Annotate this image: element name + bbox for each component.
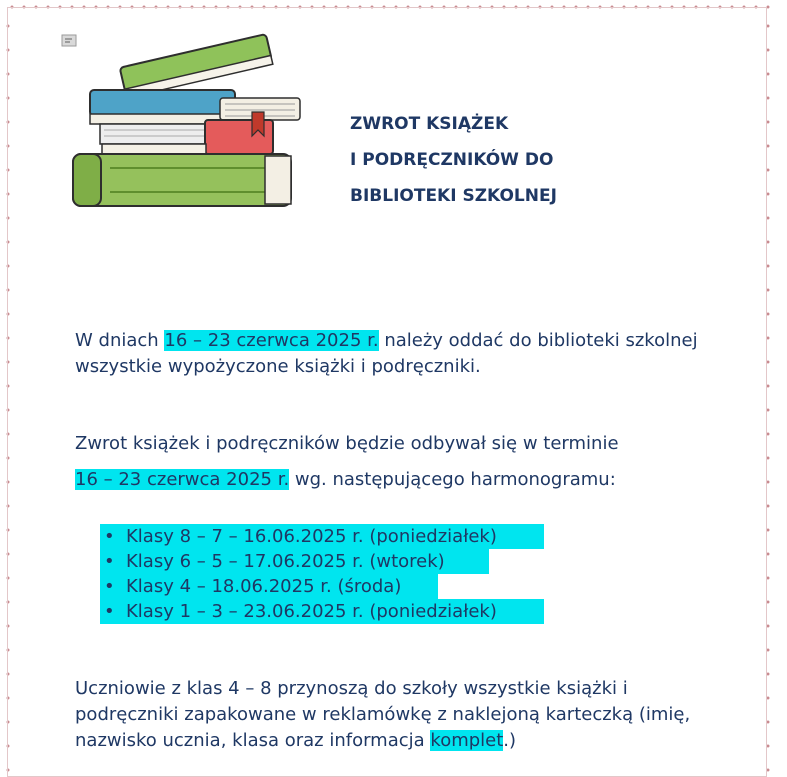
page-title bbox=[350, 106, 557, 214]
paragraph3-text-before: Uczniowie z klas 4 – 8 przynoszą do szkoły wszystkie książki i podręczniki zapakowane w reklamówkę z naklejoną karteczką (imię, nazwisko ucznia, klasa oraz informacja bbox=[75, 678, 691, 751]
paragraph2-text-after: wg. następującego harmonogramu: bbox=[289, 469, 616, 490]
return-dates-paragraph bbox=[75, 328, 715, 380]
books-stack-illustration bbox=[70, 30, 310, 215]
schedule-list bbox=[100, 524, 544, 624]
title-line-1: ZWROT KSIĄŻEK bbox=[350, 114, 509, 134]
paragraph1-text-after: należy oddać do biblioteki szkolnej wszystkie wypożyczone książki i podręczniki. bbox=[75, 330, 698, 377]
paragraph2-line1: Zwrot książek i podręczników będzie odbywał się w terminie bbox=[75, 433, 619, 454]
title-line-3: BIBLIOTEKI SZKOLNEJ bbox=[350, 186, 557, 206]
paragraph3-komplet-highlight: komplet bbox=[430, 730, 504, 751]
paragraph2-date-highlight: 16 – 23 czerwca 2025 r. bbox=[75, 469, 290, 490]
paragraph1-date-highlight: 16 – 23 czerwca 2025 r. bbox=[164, 330, 379, 351]
schedule-item: • Klasy 4 – 18.06.2025 r. (środa) bbox=[100, 574, 438, 599]
schedule-item: • Klasy 6 – 5 – 17.06.2025 r. (wtorek) bbox=[100, 549, 489, 574]
schedule-item: • Klasy 8 – 7 – 16.06.2025 r. (poniedziałek) bbox=[100, 524, 544, 549]
paragraph3-text-after: .) bbox=[503, 730, 517, 751]
schedule-intro-paragraph bbox=[75, 426, 715, 498]
schedule-item: • Klasy 1 – 3 – 23.06.2025 r. (poniedziałek) bbox=[100, 599, 544, 624]
title-line-2: I PODRĘCZNIKÓW DO bbox=[350, 150, 554, 170]
packing-instructions-paragraph bbox=[75, 676, 715, 754]
paragraph1-text-before: W dniach bbox=[75, 330, 165, 351]
